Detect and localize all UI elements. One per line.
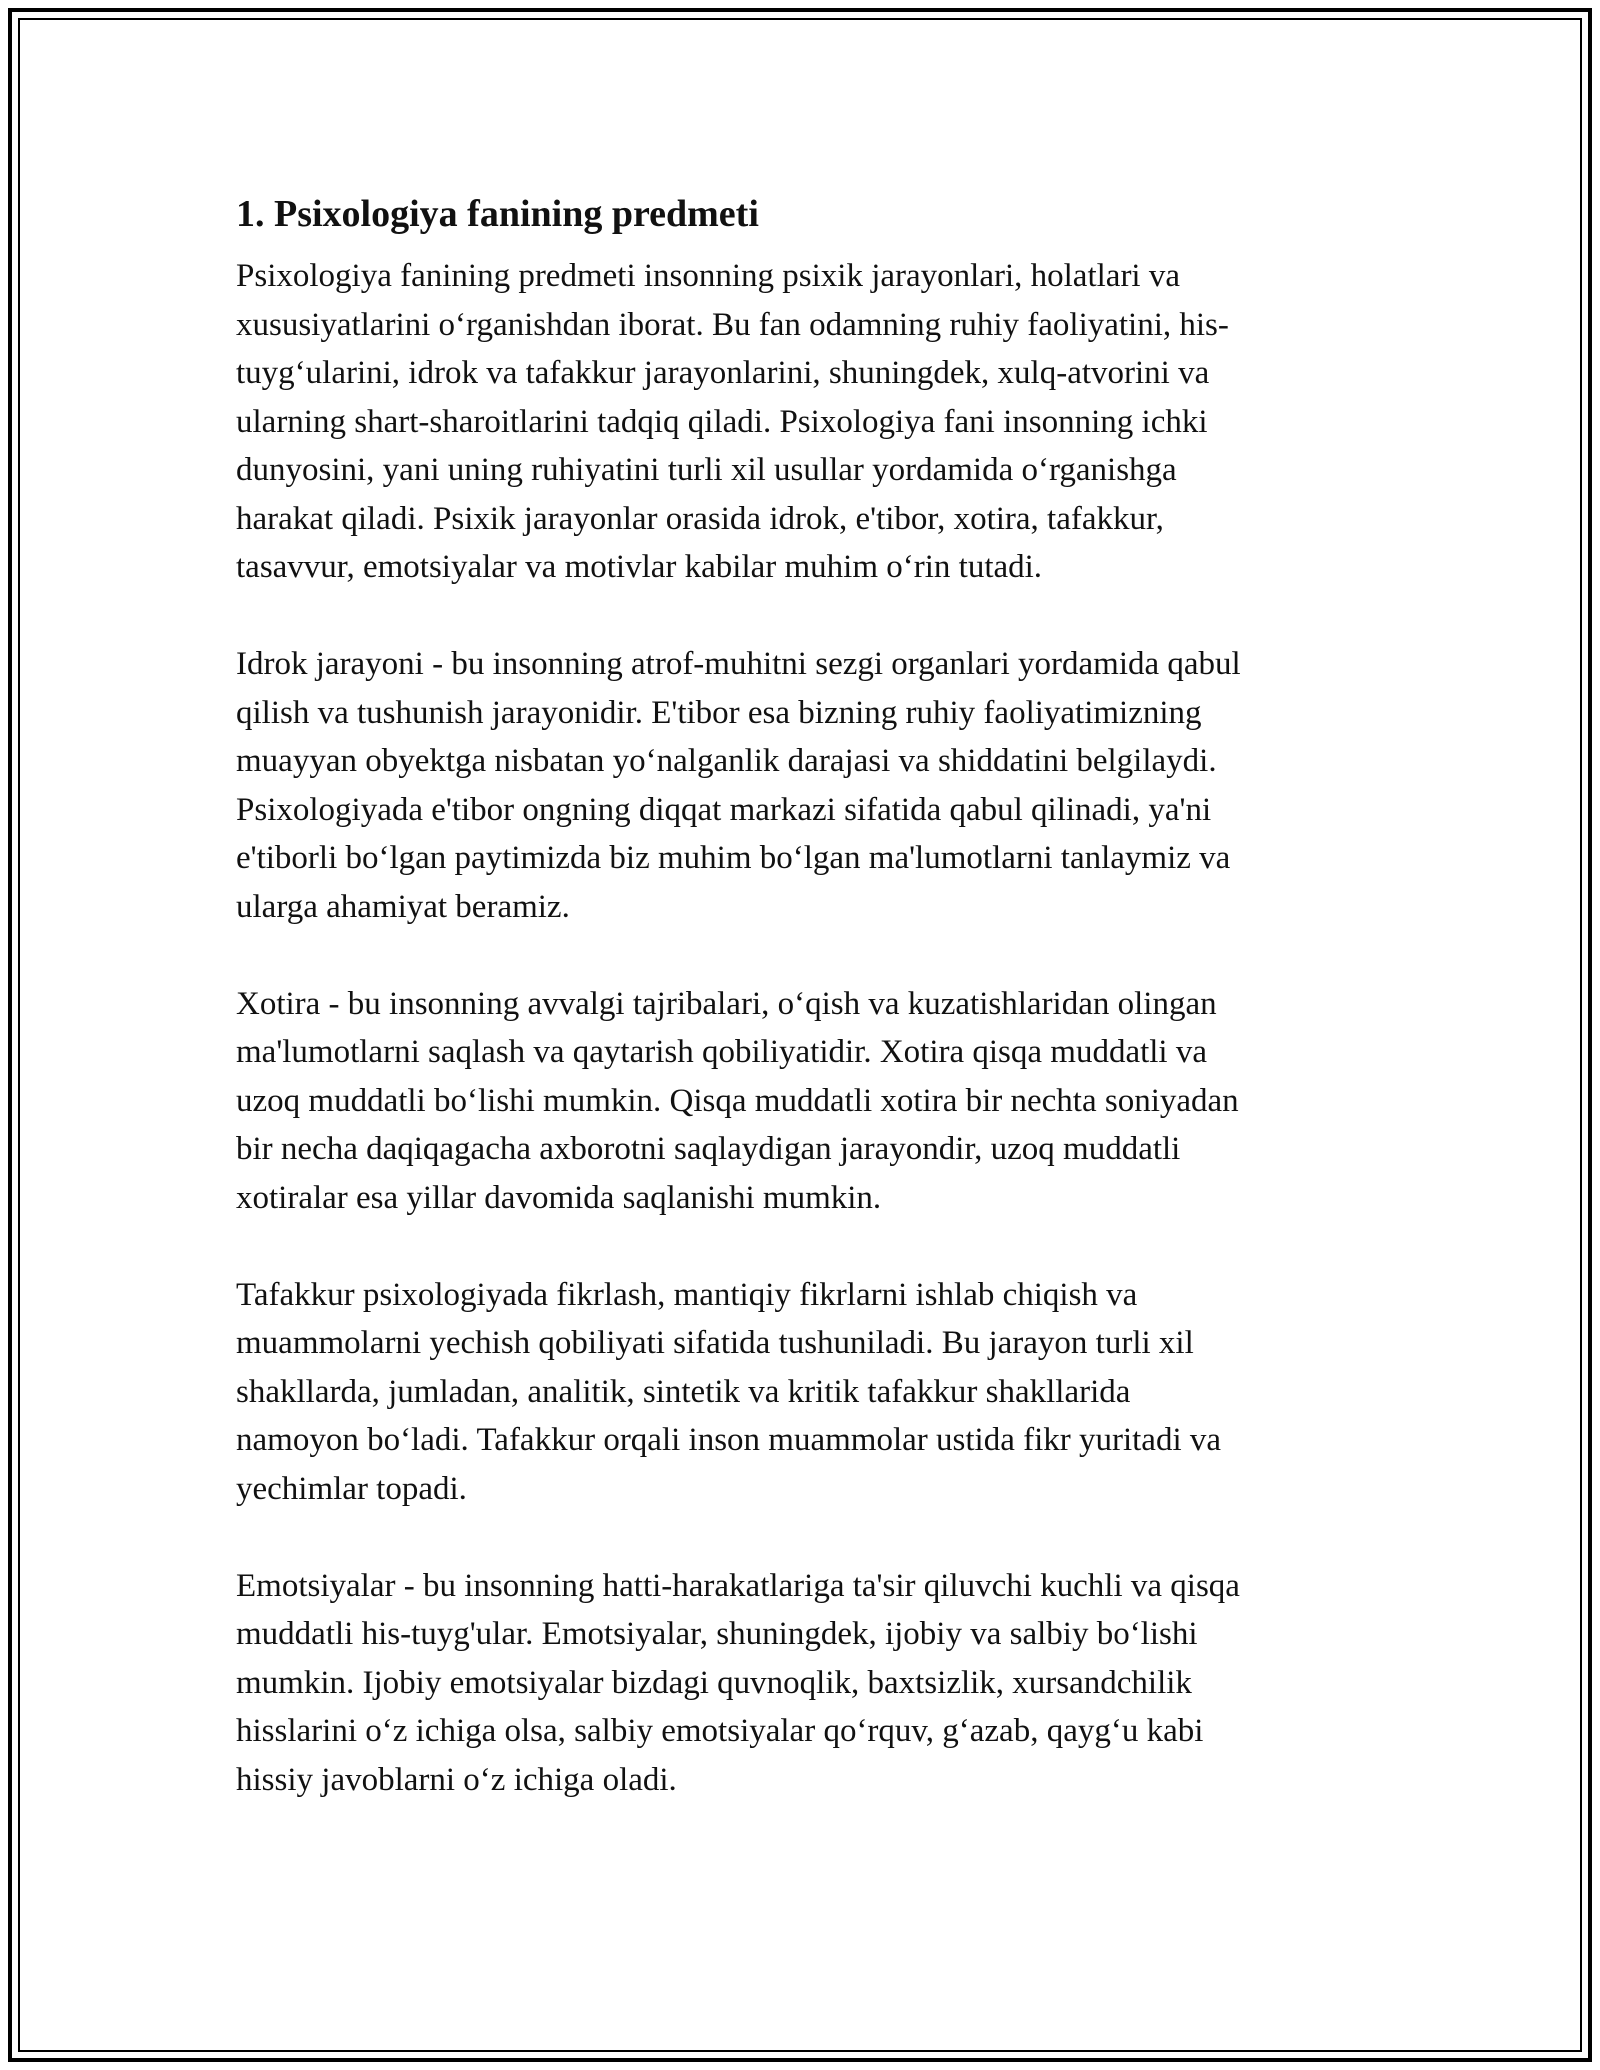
paragraph-line: Psixologiya fanining predmeti insonning psixik jarayonlari, holatlari va bbox=[236, 258, 1180, 294]
paragraph-line: hissiy javoblarni o‘z ichiga oladi. bbox=[236, 1761, 677, 1798]
paragraph-line: bir necha daqiqagacha axborotni saqlaydigan jarayondir, uzoq muddatli bbox=[236, 1131, 1181, 1167]
paragraph-line: Emotsiyalar - bu insonning hatti-harakatlariga ta'sir qiluvchi kuchli va qisqa bbox=[236, 1567, 1240, 1604]
paragraph-line: shakllarda, jumladan, analitik, sintetik va kritik tafakkur shakllarida bbox=[236, 1373, 1131, 1410]
paragraph-line: tuyg‘ularini, idrok va tafakkur jarayonlarini, shuningdek, xulq-atvorini va bbox=[236, 355, 1210, 391]
paragraph-line: uzoq muddatli bo‘lishi mumkin. Qisqa muddatli xotira bir nechta soniyadan bbox=[236, 1082, 1239, 1119]
paragraph-line: ma'lumotlarni saqlash va qaytarish qobiliyatidir. Xotira qisqa muddatli va bbox=[236, 1034, 1208, 1070]
paragraph-line: qilish va tushunish jarayonidir. E'tibor esa bizning ruhiy faoliyatimizning bbox=[236, 694, 1202, 731]
paragraph-line: Tafakkur psixologiyada fikrlash, mantiqiy fikrlarni ishlab chiqish va bbox=[236, 1276, 1138, 1313]
paragraph-line: dunyosini, yani uning ruhiyatini turli xil usullar yordamida o‘rganishga bbox=[236, 452, 1177, 488]
paragraph-line: hisslarini o‘z ichiga olsa, salbiy emotsiyalar qo‘rquv, g‘azab, qayg‘u kabi bbox=[236, 1713, 1204, 1749]
paragraph-line: xususiyatlarini o‘rganishdan iborat. Bu fan odamning ruhiy faoliyatini, his- bbox=[236, 306, 1229, 343]
paragraph-line: ularning shart-sharoitlarini tadqiq qiladi. Psixologiya fani insonning ichki bbox=[236, 403, 1208, 440]
paragraph-line: Idrok jarayoni - bu insonning atrof-muhitni sezgi organlari yordamida qabul bbox=[236, 646, 1241, 682]
paragraph-line: muammolarni yechish qobiliyati sifatida tushuniladi. Bu jarayon turli xil bbox=[236, 1325, 1194, 1361]
paragraph-line: muddatli his-tuyg'ular. Emotsiyalar, shuningdek, ijobiy va salbiy bo‘lishi bbox=[236, 1616, 1198, 1652]
paragraph-line: namoyon bo‘ladi. Tafakkur orqali inson muammolar ustida fikr yuritadi va bbox=[236, 1422, 1222, 1458]
paragraph bbox=[236, 640, 1366, 931]
paragraph bbox=[236, 1271, 1366, 1514]
paragraph-line: Psixologiyada e'tibor ongning diqqat markazi sifatida qabul qilinadi, ya'ni bbox=[236, 791, 1212, 828]
paragraph-line: xotiralar esa yillar davomida saqlanishi mumkin. bbox=[236, 1179, 882, 1216]
section-heading: 1. Psixologiya fanining predmeti bbox=[236, 193, 759, 235]
paragraph-line: e'tiborli bo‘lgan paytimizda biz muhim bo‘lgan ma'lumotlarni tanlaymiz va bbox=[236, 840, 1231, 876]
paragraph bbox=[236, 1562, 1366, 1805]
paragraph-line: ularga ahamiyat beramiz. bbox=[236, 888, 570, 925]
paragraph bbox=[236, 980, 1366, 1223]
paragraph-line: mumkin. Ijobiy emotsiyalar bizdagi quvnoqlik, baxtsizlik, xursandchilik bbox=[236, 1664, 1192, 1701]
paragraph-line: harakat qiladi. Psixik jarayonlar orasida idrok, e'tibor, xotira, tafakkur, bbox=[236, 500, 1164, 537]
paragraph-line: muayyan obyektga nisbatan yo‘nalganlik darajasi va shiddatini belgilaydi. bbox=[236, 743, 1217, 779]
paragraph-line: tasavvur, emotsiyalar va motivlar kabilar muhim o‘rin tutadi. bbox=[236, 549, 1043, 585]
paragraph-line: yechimlar topadi. bbox=[236, 1470, 467, 1507]
paragraphs bbox=[236, 252, 1366, 1804]
paragraph bbox=[236, 252, 1366, 592]
document-body bbox=[236, 186, 1366, 1804]
paragraph-line: Xotira - bu insonning avvalgi tajribalari, o‘qish va kuzatishlaridan olingan bbox=[236, 985, 1217, 1022]
